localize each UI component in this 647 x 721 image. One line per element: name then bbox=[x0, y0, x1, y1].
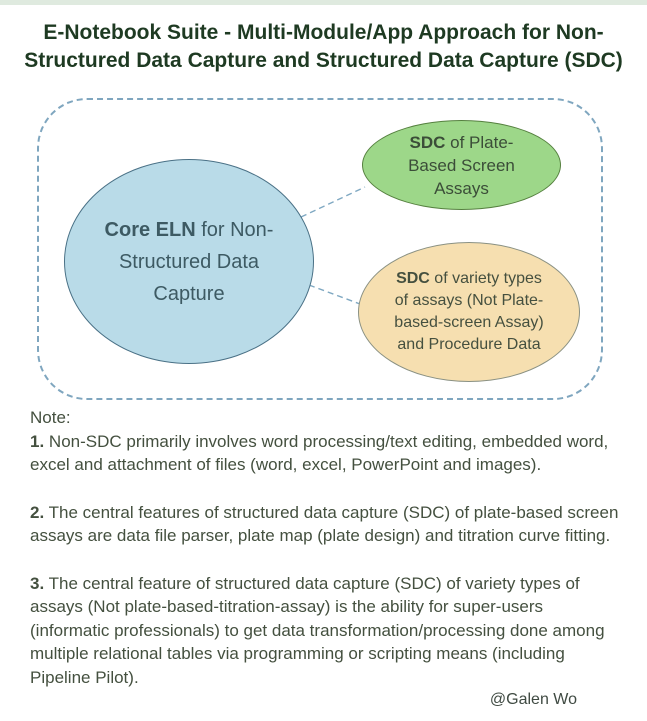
author-credit: @Galen Wo bbox=[489, 691, 577, 708]
plate-sdc-label-rest: of Plate-Based Screen Assays bbox=[408, 132, 515, 198]
note-item-3-text: The central feature of structured data capture (SDC) of variety types of assays (Not plate-based-titration-assay) is the ability for super-users (informatic professionals) to get data transformation/processing done among multiple relational tables via programming or scripting means (including Pipeline Pilot). bbox=[30, 573, 605, 687]
plate-sdc-ellipse bbox=[362, 120, 561, 210]
note-item-2 bbox=[30, 501, 626, 548]
variety-sdc-label-rest: of variety types of assays (Not Plate-based-screen Assay) and Procedure Data bbox=[394, 270, 544, 353]
top-accent-bar bbox=[0, 0, 647, 5]
variety-sdc-label bbox=[393, 268, 545, 356]
note-item-2-number: 2. bbox=[30, 502, 45, 522]
variety-sdc-label-bold: SDC bbox=[396, 270, 430, 287]
note-item-3 bbox=[30, 572, 626, 690]
connector-core-to-plate-sdc bbox=[301, 187, 365, 217]
plate-sdc-label-bold: SDC bbox=[409, 132, 446, 152]
note-item-2-text: The central features of structured data capture (SDC) of plate-based screen assays are data file parser, plate map (plate design) and titration curve fitting. bbox=[30, 502, 619, 545]
page-title bbox=[0, 19, 647, 75]
core-eln-label-bold: Core ELN bbox=[104, 218, 196, 241]
note-label: Note: bbox=[30, 408, 71, 427]
core-eln-label bbox=[87, 214, 292, 310]
core-eln-label-rest: for Non-Structured Data Capture bbox=[118, 218, 274, 305]
plate-sdc-label bbox=[396, 131, 528, 200]
page-title-line1: E-Notebook Suite - Multi-Module/App Approach for Non- bbox=[43, 21, 604, 44]
diagram-boundary bbox=[37, 98, 603, 400]
note-item-1 bbox=[30, 430, 626, 477]
note-item-1-text: Non-SDC primarily involves word processing/text editing, embedded word, excel and attachment of files (word, excel, PowerPoint and images). bbox=[30, 431, 609, 474]
page-title-line2: Structured Data Capture and Structured Data Capture (SDC) bbox=[24, 49, 623, 72]
core-eln-ellipse bbox=[64, 159, 314, 364]
note-item-3-number: 3. bbox=[30, 573, 45, 593]
note-item-1-number: 1. bbox=[30, 431, 45, 451]
connector-core-to-variety-sdc bbox=[309, 285, 360, 304]
variety-sdc-ellipse bbox=[358, 242, 580, 382]
notes-section bbox=[30, 406, 626, 713]
